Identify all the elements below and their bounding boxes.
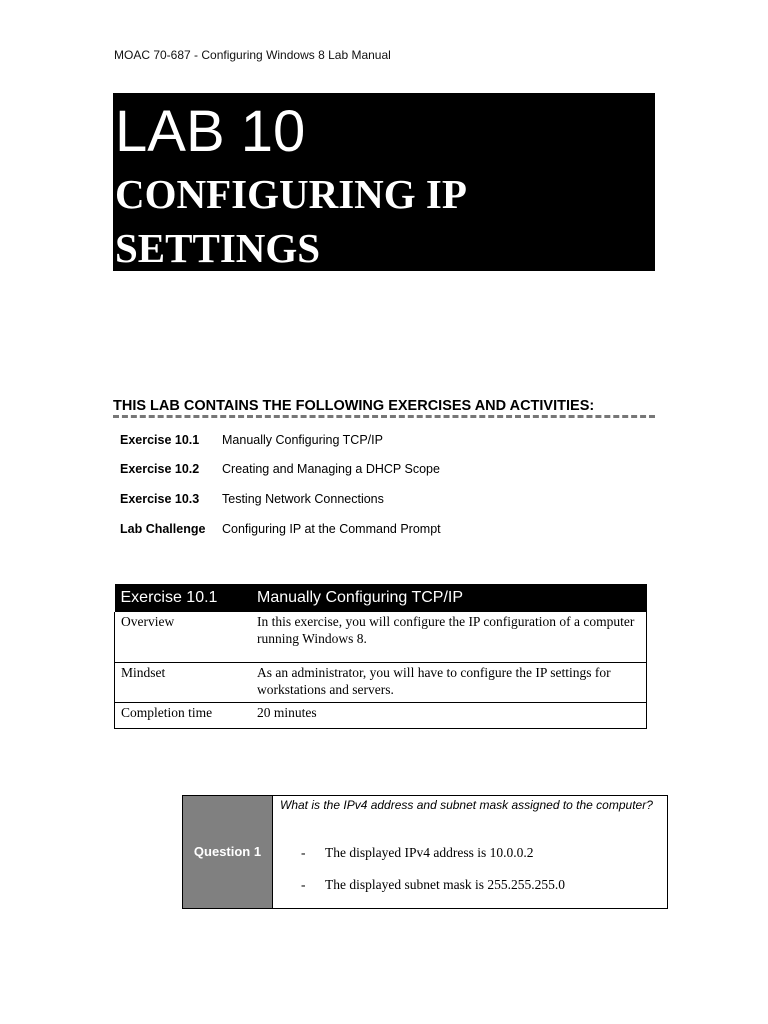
exercise-id: Exercise 10.3 — [120, 492, 200, 506]
lab-number: LAB 10 — [115, 99, 306, 164]
exercise-table — [114, 584, 647, 729]
answer-text: The displayed subnet mask is 255.255.255.0 — [325, 877, 565, 892]
lab-title-block — [113, 93, 655, 271]
exercise-title: Configuring IP at the Command Prompt — [222, 522, 441, 536]
contents-heading: THIS LAB CONTAINS THE FOLLOWING EXERCISES AND ACTIVITIES: — [113, 398, 655, 418]
row-label: Completion time — [115, 702, 252, 728]
question-box — [182, 795, 668, 909]
row-value: As an administrator, you will have to configure the IP settings for workstations and servers. — [251, 662, 647, 702]
table-row — [115, 612, 647, 662]
row-label: Mindset — [115, 662, 252, 702]
lab-title: CONFIGURING IP SETTINGS — [115, 171, 465, 271]
exercise-table-id: Exercise 10.1 — [115, 584, 252, 612]
table-row — [115, 702, 647, 728]
row-label: Overview — [115, 612, 252, 662]
exercise-id: Exercise 10.2 — [120, 462, 200, 476]
running-header: MOAC 70-687 - Configuring Windows 8 Lab Manual — [114, 48, 391, 62]
row-value: In this exercise, you will configure the IP configuration of a computer running Windows 8. — [251, 612, 647, 662]
exercise-title: Creating and Managing a DHCP Scope — [222, 462, 440, 476]
question-label: Question 1 — [183, 796, 273, 908]
table-row — [115, 662, 647, 702]
exercise-id: Exercise 10.1 — [120, 433, 200, 447]
exercise-table-header — [115, 584, 647, 612]
exercise-table-title: Manually Configuring TCP/IP — [251, 584, 647, 612]
row-value: 20 minutes — [251, 702, 647, 728]
exercise-title: Manually Configuring TCP/IP — [222, 433, 383, 447]
answer-text: The displayed IPv4 address is 10.0.0.2 — [325, 845, 534, 860]
bullet-dash: - — [301, 845, 306, 860]
question-text: What is the IPv4 address and subnet mask assigned to the computer? — [280, 798, 653, 812]
bullet-dash: - — [301, 877, 306, 892]
exercise-id: Lab Challenge — [120, 522, 206, 536]
exercise-title: Testing Network Connections — [222, 492, 384, 506]
